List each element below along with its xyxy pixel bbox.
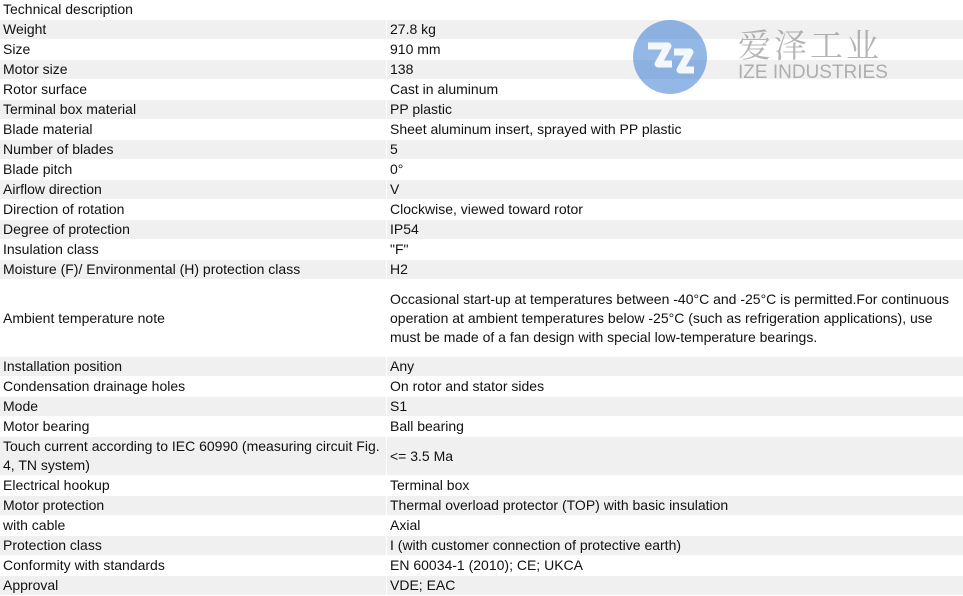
row-label: Motor size xyxy=(0,60,387,80)
table-title-empty xyxy=(387,0,963,20)
table-row xyxy=(0,280,963,357)
row-value: On rotor and stator sides xyxy=(387,377,963,397)
table-row xyxy=(0,20,963,40)
table-row xyxy=(0,120,963,140)
table-row xyxy=(0,516,963,536)
table-row xyxy=(0,476,963,496)
row-label: Protection class xyxy=(0,536,387,556)
row-value: VDE; EAC xyxy=(387,576,963,596)
row-value: 138 xyxy=(387,60,963,80)
row-value: Clockwise, viewed toward rotor xyxy=(387,200,963,220)
row-label: Installation position xyxy=(0,357,387,377)
table-row xyxy=(0,80,963,100)
row-value: "F" xyxy=(387,240,963,260)
row-value: Sheet aluminum insert, sprayed with PP plastic xyxy=(387,120,963,140)
row-label: Mode xyxy=(0,397,387,417)
row-label: Conformity with standards xyxy=(0,556,387,576)
row-label: Size xyxy=(0,40,387,60)
row-label: Direction of rotation xyxy=(0,200,387,220)
row-value: Any xyxy=(387,357,963,377)
row-label: Rotor surface xyxy=(0,80,387,100)
table-row xyxy=(0,536,963,556)
watermark-chinese-text: 爱泽工业 xyxy=(738,20,882,67)
row-label: with cable xyxy=(0,516,387,536)
row-value: 27.8 kg xyxy=(387,20,963,40)
table-row xyxy=(0,60,963,80)
row-value: <= 3.5 Ma xyxy=(387,437,963,476)
table-row xyxy=(0,397,963,417)
table-row xyxy=(0,220,963,240)
table-row xyxy=(0,40,963,60)
row-label: Motor protection xyxy=(0,496,387,516)
table-row xyxy=(0,260,963,280)
row-label: Weight xyxy=(0,20,387,40)
table-row xyxy=(0,140,963,160)
row-value: 910 mm xyxy=(387,40,963,60)
row-value: 0° xyxy=(387,160,963,180)
table-row xyxy=(0,100,963,120)
table-row xyxy=(0,556,963,576)
watermark-english-text: IZE INDUSTRIES xyxy=(738,62,888,84)
table-row xyxy=(0,240,963,260)
row-label: Touch current according to IEC 60990 (measuring circuit Fig. 4, TN system) xyxy=(0,437,387,476)
row-value: Cast in aluminum xyxy=(387,80,963,100)
row-value: PP plastic xyxy=(387,100,963,120)
row-value: H2 xyxy=(387,260,963,280)
table-row xyxy=(0,180,963,200)
table-row xyxy=(0,160,963,180)
row-label: Ambient temperature note xyxy=(0,280,387,357)
table-header-row xyxy=(0,0,963,20)
row-value: Ball bearing xyxy=(387,417,963,437)
row-label: Blade pitch xyxy=(0,160,387,180)
table-title: Technical description xyxy=(0,0,387,20)
row-value: Axial xyxy=(387,516,963,536)
row-value: IP54 xyxy=(387,220,963,240)
row-value: 5 xyxy=(387,140,963,160)
row-label: Degree of protection xyxy=(0,220,387,240)
table-row xyxy=(0,357,963,377)
row-value: S1 xyxy=(387,397,963,417)
row-label: Number of blades xyxy=(0,140,387,160)
table-row xyxy=(0,200,963,220)
row-value: I (with customer connection of protective earth) xyxy=(387,536,963,556)
row-value: Thermal overload protector (TOP) with basic insulation xyxy=(387,496,963,516)
table-row xyxy=(0,496,963,516)
row-label: Motor bearing xyxy=(0,417,387,437)
table-row xyxy=(0,417,963,437)
row-value: Occasional start-up at temperatures between -40°C and -25°C is permitted.For continuous operation at ambient temperatures below -25°C (such as refrigeration applications), use must be made of a fan design with special low-temperature bearings. xyxy=(387,280,963,357)
row-label: Moisture (F)/ Environmental (H) protection class xyxy=(0,260,387,280)
table-row xyxy=(0,377,963,397)
row-label: Airflow direction xyxy=(0,180,387,200)
row-label: Approval xyxy=(0,576,387,596)
row-value: EN 60034-1 (2010); CE; UKCA xyxy=(387,556,963,576)
row-label: Electrical hookup xyxy=(0,476,387,496)
row-label: Condensation drainage holes xyxy=(0,377,387,397)
row-label: Insulation class xyxy=(0,240,387,260)
row-label: Terminal box material xyxy=(0,100,387,120)
row-label: Blade material xyxy=(0,120,387,140)
table-row xyxy=(0,576,963,596)
table-row xyxy=(0,437,963,476)
row-value: Terminal box xyxy=(387,476,963,496)
row-value: V xyxy=(387,180,963,200)
